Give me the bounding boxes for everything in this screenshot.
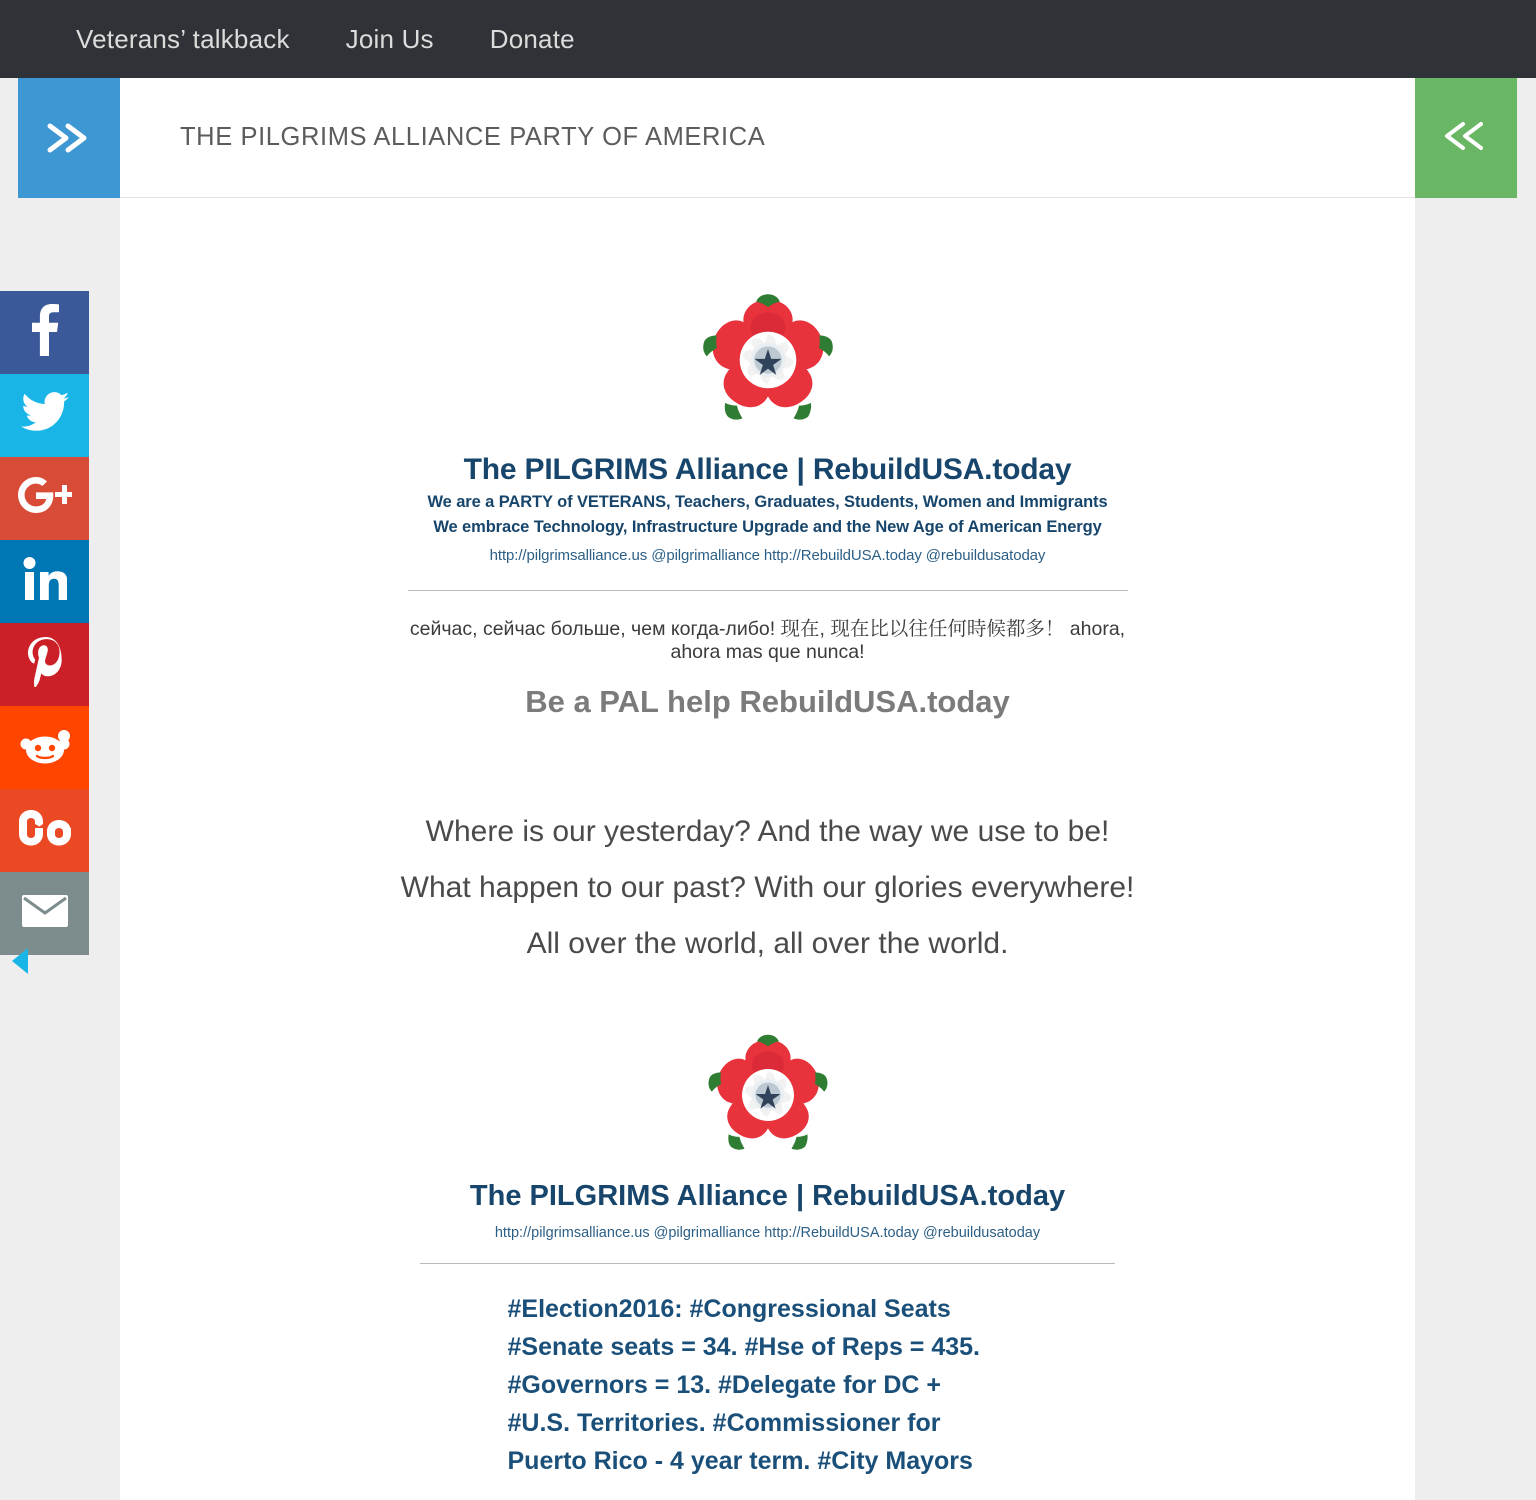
double-chevron-right-icon bbox=[42, 118, 96, 158]
linkedin-share-button[interactable] bbox=[0, 540, 89, 623]
article-body bbox=[120, 199, 1415, 1500]
double-chevron-left-icon bbox=[1439, 116, 1493, 161]
pinterest-icon bbox=[25, 637, 65, 692]
flyer-top-line-2: We embrace Technology, Infrastructure Upgrade and the New Age of American Energy bbox=[433, 518, 1102, 536]
facebook-share-button[interactable] bbox=[0, 291, 89, 374]
google-plus-icon bbox=[18, 477, 72, 520]
flyer-top-title: The PILGRIMS Alliance | RebuildUSA.today bbox=[463, 453, 1072, 486]
pinterest-share-button[interactable] bbox=[0, 623, 89, 706]
page-title: THE PILGRIMS ALLIANCE PARTY OF AMERICA bbox=[180, 123, 766, 151]
sidebar-expand-button[interactable] bbox=[18, 78, 120, 198]
stats-line-4: #U.S. Territories. #Commissioner for bbox=[507, 1409, 941, 1437]
twitter-share-button[interactable] bbox=[0, 374, 89, 457]
verse-line-1: Where is our yesterday? And the way we use to be! bbox=[425, 815, 1110, 848]
flyer-bottom bbox=[418, 1028, 1118, 1500]
email-share-button[interactable] bbox=[0, 872, 89, 955]
social-share-rail bbox=[0, 291, 89, 955]
site-header bbox=[120, 78, 1415, 198]
googleplus-share-button[interactable] bbox=[0, 457, 89, 540]
top-navigation-bar bbox=[0, 0, 1536, 78]
stats-line-3: #Governors = 13. #Delegate for DC + bbox=[507, 1371, 942, 1399]
stats-line-2: #Senate seats = 34. #Hse of Reps = 435. bbox=[507, 1333, 980, 1361]
flyer-bottom-title: The PILGRIMS Alliance | RebuildUSA.today bbox=[469, 1180, 1066, 1212]
social-rail-collapse-toggle[interactable] bbox=[12, 948, 28, 974]
verse-line-2: What happen to our past? With our glories everywhere! bbox=[400, 871, 1135, 904]
linkedin-icon bbox=[23, 557, 67, 606]
flyer-top-slogan: Be a PAL help RebuildUSA.today bbox=[525, 684, 1010, 719]
stats-line-1: #Election2016: #Congressional Seats bbox=[507, 1295, 951, 1323]
twitter-icon bbox=[21, 392, 69, 439]
tudor-rose-logo-icon bbox=[701, 1028, 835, 1162]
envelope-icon bbox=[21, 894, 69, 933]
nav-join-us[interactable]: Join Us bbox=[345, 23, 434, 54]
flyer-top-urls: http://pilgrimsalliance.us @pilgrimalliance http://RebuildUSA.today @rebuildusatoday bbox=[489, 547, 1046, 564]
stumbleupon-share-button[interactable] bbox=[0, 789, 89, 872]
stumbleupon-icon bbox=[18, 810, 72, 851]
nav-veterans-talkback[interactable]: Veterans’ talkback bbox=[76, 23, 290, 54]
stats-line-5: Puerto Rico - 4 year term. #City Mayors bbox=[507, 1447, 973, 1475]
flyer-top-multilingual-line: сейчас, сейчас больше, чем когда-либо! 现在, 现在比以往任何時候都多！ ahora, ahora mas que nunca! bbox=[409, 618, 1126, 663]
page-body bbox=[0, 78, 1536, 1500]
verse-block bbox=[120, 804, 1415, 972]
election-stats-block bbox=[418, 1290, 1118, 1480]
facebook-icon bbox=[25, 304, 65, 361]
reddit-icon bbox=[20, 723, 70, 772]
tudor-rose-logo-icon bbox=[695, 287, 841, 433]
sidebar-collapse-button[interactable] bbox=[1415, 78, 1517, 198]
reddit-share-button[interactable] bbox=[0, 706, 89, 789]
nav-donate[interactable]: Donate bbox=[489, 23, 575, 54]
divider bbox=[420, 1263, 1115, 1264]
verse-line-3: All over the world, all over the world. bbox=[526, 927, 1009, 960]
divider bbox=[408, 590, 1128, 591]
flyer-top bbox=[408, 199, 1128, 720]
flyer-bottom-urls: http://pilgrimsalliance.us @pilgrimalliance http://RebuildUSA.today @rebuildusatoday bbox=[494, 1225, 1041, 1241]
flyer-top-line-1: We are a PARTY of VETERANS, Teachers, Graduates, Students, Women and Immigrants bbox=[427, 493, 1108, 511]
